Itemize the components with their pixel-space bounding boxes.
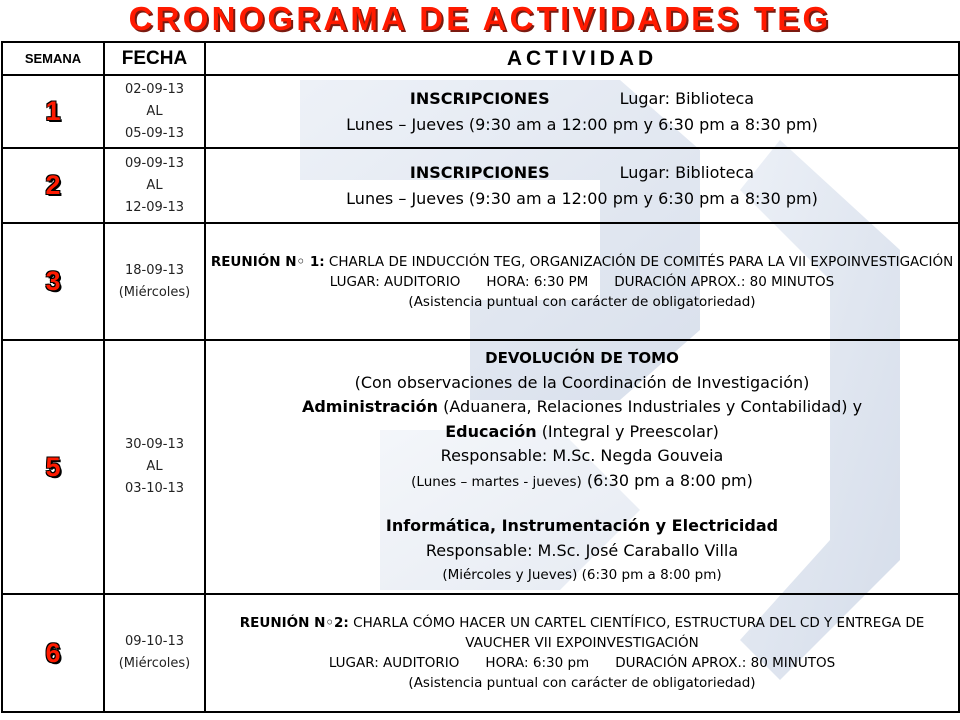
days-2: (Miércoles y Jueves) (6:30 pm a 8:00 pm) [442, 567, 722, 584]
date-cell: 09-10-13 (Miércoles) [104, 594, 205, 712]
hours-1: (6:30 pm a 8:00 pm) [586, 470, 753, 490]
activity-schedule: Lunes – Jueves (9:30 am a 12:00 pm y 6:30 pm a 8:30 pm) [346, 188, 818, 208]
meeting-place: LUGAR: AUDITORIO [328, 655, 460, 671]
info-label: Informática, Instrumentación y Electricidad [385, 516, 779, 536]
page-title: CRONOGRAMA DE ACTIVIDADES TEG [128, 0, 832, 37]
meeting-time: HORA: 6:30 pm [485, 655, 590, 671]
meeting-text: CHARLA CÓMO HACER UN CARTEL CIENTÍFICO, ESTRUCTURA DEL CD Y ENTREGA DE VAUCHER VII EXPOINVESTIGACIÓN [353, 615, 925, 651]
week-number: 2 [2, 148, 104, 223]
activity-title: DEVOLUCIÓN DE TOMO [485, 349, 679, 368]
days-1: (Lunes – martes - jueves) [411, 473, 582, 490]
meeting-label: REUNIÓN N◦ 1: [210, 253, 325, 270]
activity-cell [205, 148, 959, 223]
header-fecha: FECHA [104, 42, 205, 75]
admin-label: Administración [301, 397, 439, 417]
week-number: 6 [2, 594, 104, 712]
activity-cell [205, 340, 959, 594]
week-number: 5 [2, 340, 104, 594]
meeting-duration: DURACIÓN APROX.: 80 MINUTOS [614, 273, 835, 290]
meeting-label: REUNIÓN N◦2: [239, 615, 349, 631]
activity-cell [205, 594, 959, 712]
responsible-1: Responsable: M.Sc. Negda Gouveia [440, 446, 724, 466]
date-cell: 18-09-13 (Miércoles) [104, 223, 205, 340]
activity-schedule: Lunes – Jueves (9:30 am a 12:00 pm y 6:30 pm a 8:30 pm) [346, 114, 818, 134]
date-cell: 02-09-13 AL 05-09-13 [104, 75, 205, 148]
meeting-place: LUGAR: AUDITORIO [329, 273, 461, 290]
edu-label: Educación [445, 421, 537, 441]
meeting-note: (Asistencia puntual con carácter de obligatoriedad) [408, 293, 756, 310]
schedule-table [1, 41, 960, 713]
meeting-note: (Asistencia puntual con carácter de obligatoriedad) [408, 675, 756, 691]
meeting-time: HORA: 6:30 PM [486, 273, 589, 290]
admin-text: (Aduanera, Relaciones Industriales y Contabilidad) y [443, 397, 863, 417]
table-row [2, 340, 959, 594]
activity-title: INSCRIPCIONES [409, 162, 550, 182]
activity-cell [205, 75, 959, 148]
meeting-duration: DURACIÓN APROX.: 80 MINUTOS [615, 655, 836, 671]
table-row [2, 594, 959, 712]
responsible-2: Responsable: M.Sc. José Caraballo Villa [425, 540, 739, 560]
table-row [2, 148, 959, 223]
week-number: 3 [2, 223, 104, 340]
week-number: 1 [2, 75, 104, 148]
date-cell: 30-09-13 AL 03-10-13 [104, 340, 205, 594]
activity-title: INSCRIPCIONES [409, 88, 550, 108]
header-semana: SEMANA [2, 42, 104, 75]
table-row [2, 75, 959, 148]
activity-cell [205, 223, 959, 340]
header-actividad: ACTIVIDAD [205, 42, 959, 75]
meeting-text: CHARLA DE INDUCCIÓN TEG, ORGANIZACIÓN DE COMITÉS PARA LA VII EXPOINVESTIGACIÓN [328, 253, 954, 270]
date-cell: 09-09-13 AL 12-09-13 [104, 148, 205, 223]
activity-place: Lugar: Biblioteca [619, 88, 755, 108]
edu-text: (Integral y Preescolar) [541, 421, 719, 441]
observations: (Con observaciones de la Coordinación de Investigación) [354, 372, 810, 392]
header-row [2, 42, 959, 75]
table-row [2, 223, 959, 340]
activity-place: Lugar: Biblioteca [619, 162, 755, 182]
